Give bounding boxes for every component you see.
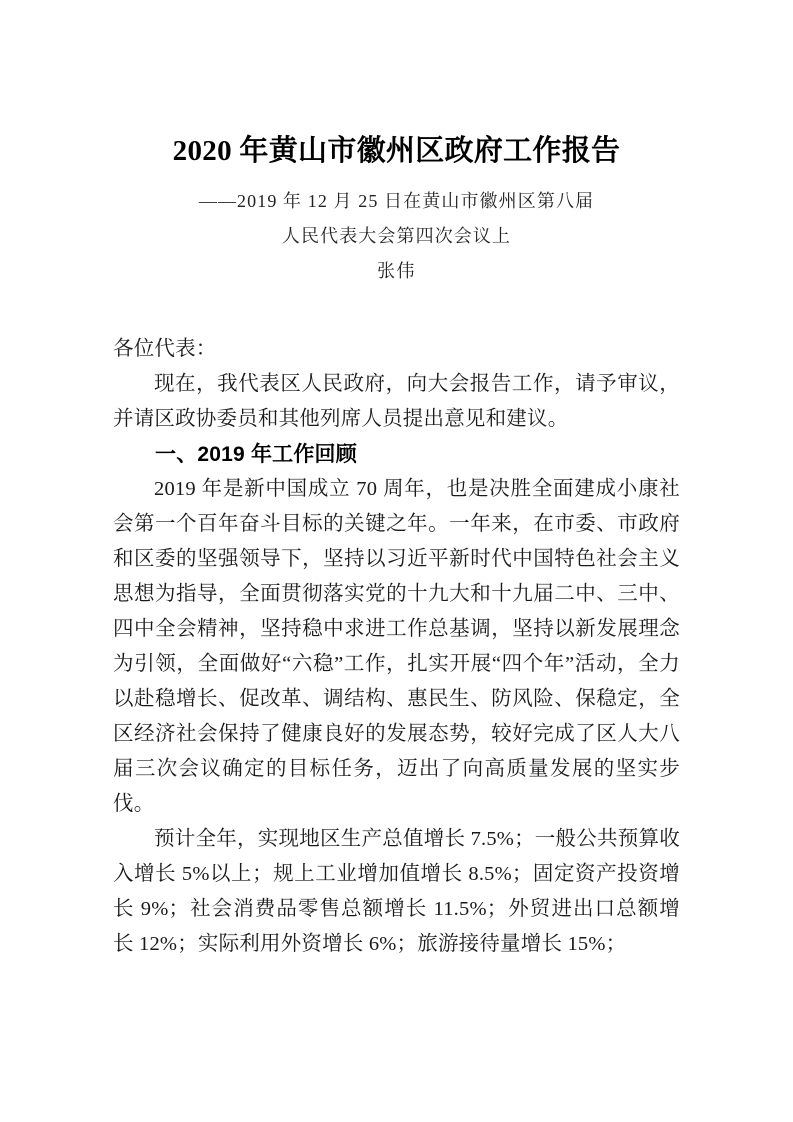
page-title: 2020 年黄山市徽州区政府工作报告 — [172, 135, 621, 167]
document-content — [113, 0, 680, 962]
document-author: 张伟 — [377, 261, 416, 281]
section-heading-2019-review: 一、2019 年工作回顾 — [155, 443, 357, 466]
document-subtitle-line-1: ——2019 年 12 月 25 日在黄山市徽州区第八届 — [198, 191, 595, 211]
intro-paragraph: 现在，我代表区人民政府，向大会报告工作，请予审议，并请区政协委员和其他列席人员提出意见和建议。 — [113, 373, 680, 430]
body-paragraph-2-statistics: 预计全年，实现地区生产总值增长 7.5%；一般公共预算收入增长 5%以上；规上工业增加值增长 8.5%；固定资产投资增长 9%；社会消费品零售总额增长 11.5%；外贸进出口总额增长 12%；实际利用外资增长 6%；旅游接待量增长 15%； — [113, 828, 680, 955]
author-spacer — [113, 289, 680, 332]
top-margin-spacer — [113, 0, 680, 131]
body-paragraph-1: 2019 年是新中国成立 70 周年，也是决胜全面建成小康社会第一个百年奋斗目标的关键之年。一年来，在市委、市政府和区委的坚强领导下，坚持以习近平新时代中国特色社会主义思想为指导，全面贯彻落实党的十九大和十九届二中、三中、四中全会精神，坚持稳中求进工作总基调，坚持以新发展理念为引领，全面做好“六稳”工作，扎实开展“四个年”活动，全力以赴稳增长、促改革、调结构、惠民生、防风险、保稳定，全区经济社会保持了健康良好的发展态势，较好完成了区人大八届三次会议确定的目标任务，迈出了向高质量发展的坚实步伐。 — [113, 478, 680, 815]
document-subtitle-line-2: 人民代表大会第四次会议上 — [281, 226, 512, 246]
salutation: 各位代表： — [113, 338, 217, 360]
title-spacer — [113, 171, 680, 184]
